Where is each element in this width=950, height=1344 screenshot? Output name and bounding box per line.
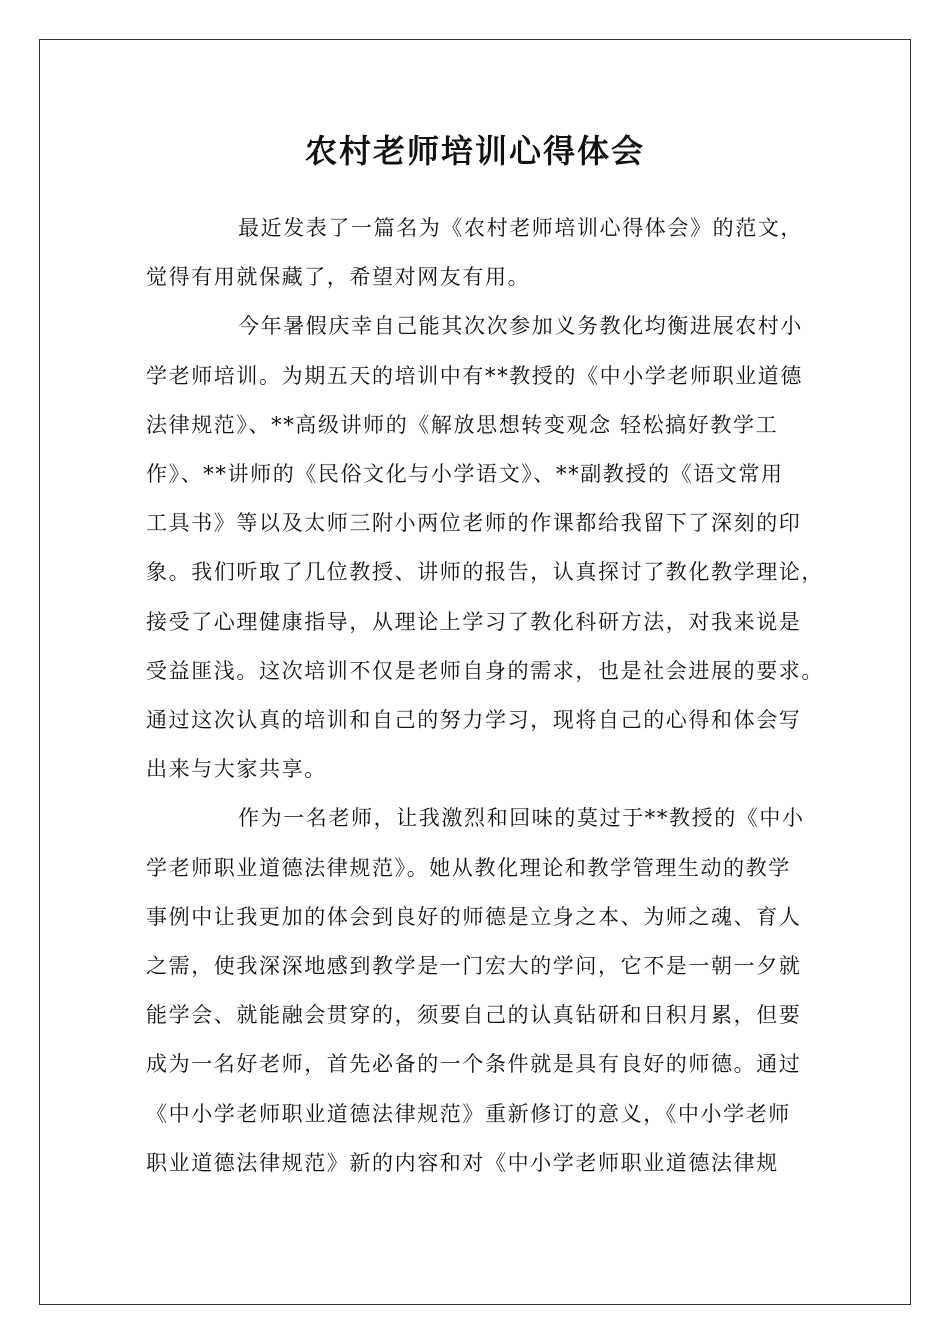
- document-body: [146, 204, 826, 1188]
- text-line: 出来与大家共享。: [146, 757, 327, 782]
- text-line: 《中小学老师职业道德法律规范》重新修订的意义，《中小学老师: [146, 1101, 791, 1126]
- text-line: 法律规范》、**高级讲师的《解放思想转变观念 轻松搞好教学工: [146, 412, 779, 437]
- text-line: 今年暑假庆幸自己能其次次参加义务教化均衡进展农村小: [238, 314, 803, 339]
- text-line: 象。我们听取了几位教授、讲师的报告，认真探讨了教化教学理论，: [146, 560, 824, 585]
- text-line: 通过这次认真的培训和自己的努力学习，现将自己的心得和体会写: [146, 708, 802, 733]
- paragraph-training: [146, 302, 826, 794]
- text-line: 成为一名好老师，首先必备的一个条件就是具有良好的师德。通过: [146, 1052, 802, 1077]
- text-line: 事例中让我更加的体会到良好的师德是立身之本、为师之魂、育人: [146, 904, 802, 929]
- text-line: 作》、**讲师的《民俗文化与小学语文》、**副教授的《语文常用: [146, 462, 784, 487]
- text-line: 职业道德法律规范》新的内容和对《中小学老师职业道德法律规: [146, 1150, 779, 1175]
- paragraph-intro: [146, 204, 826, 302]
- text-line: 最近发表了一篇名为《农村老师培训心得体会》的范文，: [238, 216, 803, 240]
- text-line: 工具书》等以及太师三附小两位老师的作课都给我留下了深刻的印: [146, 511, 802, 536]
- document-title: 农村老师培训心得体会: [304, 132, 645, 170]
- text-line: 能学会、就能融会贯穿的，须要自己的认真钻研和日积月累，但要: [146, 1003, 802, 1028]
- text-line: 接受了心理健康指导，从理论上学习了教化科研方法，对我来说是: [146, 609, 802, 634]
- text-line: 作为一名老师，让我激烈和回味的莫过于**教授的《中小: [238, 806, 805, 831]
- text-line: 之需，使我深深地感到教学是一门宏大的学问，它不是一朝一夕就: [146, 954, 802, 979]
- paragraph-ethics: [146, 794, 826, 1188]
- text-line: 学老师培训。为期五天的培训中有**教授的《中小学老师职业道德: [146, 363, 803, 388]
- text-line: 受益匪浅。这次培训不仅是老师自身的需求，也是社会进展的要求。: [146, 658, 824, 683]
- text-line: 学老师职业道德法律规范》。她从教化理论和教学管理生动的教学: [146, 855, 791, 880]
- text-line: 觉得有用就保藏了，希望对网友有用。: [146, 265, 531, 290]
